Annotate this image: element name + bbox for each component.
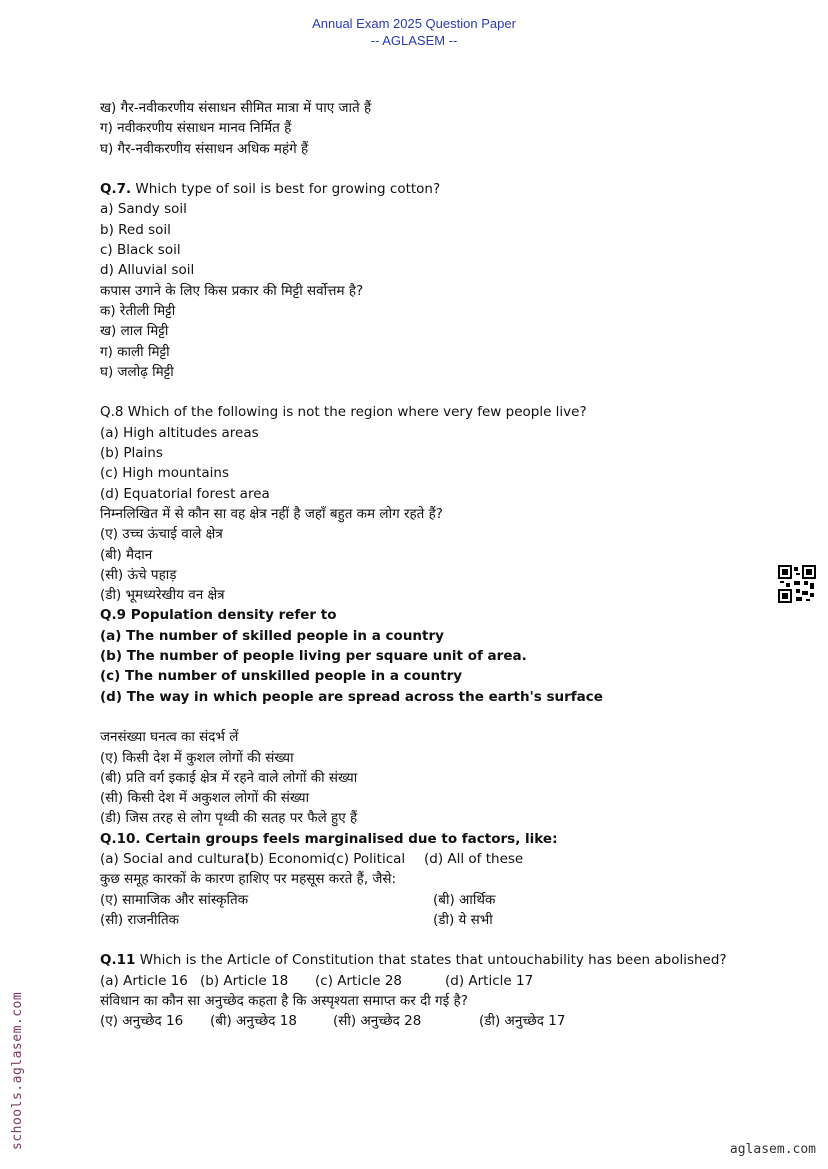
option-line: a) Sandy soil xyxy=(100,201,187,218)
option-line: (डी) जिस तरह से लोग पृथ्वी की सतह पर फैले हुए हैं xyxy=(100,810,358,827)
hindi-question: कपास उगाने के लिए किस प्रकार की मिट्टी सर्वोत्तम है? xyxy=(100,282,364,299)
option: (ए) अनुच्छेद 16 xyxy=(100,1013,184,1030)
option-line: (c) High mountains xyxy=(100,465,229,482)
option-line: घ) जलोढ़ मिट्टी xyxy=(100,363,174,380)
option: (डी) ये सभी xyxy=(433,911,493,928)
hindi-question: कुछ समूह कारकों के कारण हाशिए पर महसूस करते हैं, जैसे: xyxy=(100,871,397,888)
question-number: Q.11 xyxy=(100,952,136,969)
option: (c) Article 28 xyxy=(315,972,403,989)
hindi-question: संविधान का कौन सा अनुच्छेद कहता है कि अस्पृश्यता समाप्त कर दी गई है? xyxy=(100,993,468,1010)
option-line: (ए) किसी देश में कुशल लोगों की संख्या xyxy=(100,749,294,766)
option-line: b) Red soil xyxy=(100,221,171,238)
option: (a) Social and cultural xyxy=(100,850,249,867)
option-line: (b) Plains xyxy=(100,445,163,462)
options-row xyxy=(100,910,800,930)
option-line: क) रेतीली मिट्टी xyxy=(100,302,176,319)
option-line: घ) गैर-नवीकरणीय संसाधन अधिक महंगे हैं xyxy=(100,140,309,157)
header-title: Annual Exam 2025 Question Paper xyxy=(312,16,516,31)
question-11 xyxy=(100,950,800,970)
option: (b) Economic xyxy=(245,850,334,867)
option: (बी) अनुच्छेद 18 xyxy=(210,1013,297,1030)
header-subtitle: -- AGLASEM -- xyxy=(370,33,458,48)
option: (सी) राजनीतिक xyxy=(100,911,180,928)
options-row xyxy=(100,890,800,910)
option: (डी) अनुच्छेद 17 xyxy=(479,1013,566,1030)
question-number: Q.7. xyxy=(100,181,132,198)
option-line: (सी) ऊंचे पहाड़ xyxy=(100,566,177,583)
question-text: Which is the Article of Constitution that states that untouchability has been abolished? xyxy=(135,952,727,969)
options-row xyxy=(100,849,800,869)
option-line: (सी) किसी देश में अकुशल लोगों की संख्या xyxy=(100,790,310,807)
option: (b) Article 18 xyxy=(200,972,289,989)
question-paper-body xyxy=(100,98,800,1032)
qr-code-icon xyxy=(778,565,816,603)
question-text: Which type of soil is best for growing cotton? xyxy=(131,181,441,198)
option: (a) Article 16 xyxy=(100,972,188,989)
option: (c) Political xyxy=(331,850,406,867)
option: (d) All of these xyxy=(424,850,524,867)
option-line: (बी) मैदान xyxy=(100,546,153,563)
question-8: Q.8 Which of the following is not the region where very few people live? xyxy=(100,404,587,421)
question-9: Q.9 Population density refer to xyxy=(100,607,337,624)
option-line: d) Alluvial soil xyxy=(100,262,195,279)
option-line: ग) काली मिट्टी xyxy=(100,343,170,360)
side-watermark: schools.aglasem.com xyxy=(10,991,25,1150)
option-line: ग) नवीकरणीय संसाधन मानव निर्मित हैं xyxy=(100,120,292,137)
option: (सी) अनुच्छेद 28 xyxy=(333,1013,422,1030)
option-line: (डी) भूमध्यरेखीय वन क्षेत्र xyxy=(100,587,225,604)
option-line: (बी) प्रति वर्ग इकाई क्षेत्र में रहने वाले लोगों की संख्या xyxy=(100,769,358,786)
options-row xyxy=(100,1011,800,1031)
option-line: (b) The number of people living per square unit of area. xyxy=(100,648,527,665)
question-10: Q.10. Certain groups feels marginalised due to factors, like: xyxy=(100,830,558,847)
option: (ए) सामाजिक और सांस्कृतिक xyxy=(100,891,249,908)
option-line: (ए) उच्च ऊंचाई वाले क्षेत्र xyxy=(100,526,223,543)
hindi-question: जनसंख्या घनत्व का संदर्भ लें xyxy=(100,729,239,746)
option: (बी) आर्थिक xyxy=(433,891,496,908)
option-line: (a) High altitudes areas xyxy=(100,424,259,441)
option: (d) Article 17 xyxy=(445,972,534,989)
option-line: (d) The way in which people are spread across the earth's surface xyxy=(100,688,603,705)
option-line: ख) गैर-नवीकरणीय संसाधन सीमित मात्रा में पाए जाते हैं xyxy=(100,100,372,116)
footer-watermark: aglasem.com xyxy=(729,1142,816,1157)
options-row xyxy=(100,971,800,991)
option-line: ख) लाल मिट्टी xyxy=(100,323,169,340)
option-line: (a) The number of skilled people in a country xyxy=(100,627,444,644)
question-7 xyxy=(100,179,800,199)
option-line: c) Black soil xyxy=(100,242,181,259)
option-line: (c) The number of unskilled people in a country xyxy=(100,668,463,685)
hindi-question: निम्नलिखित में से कौन सा वह क्षेत्र नहीं है जहाँ बहुत कम लोग रहते हैं? xyxy=(100,505,443,522)
option-line: (d) Equatorial forest area xyxy=(100,485,270,502)
